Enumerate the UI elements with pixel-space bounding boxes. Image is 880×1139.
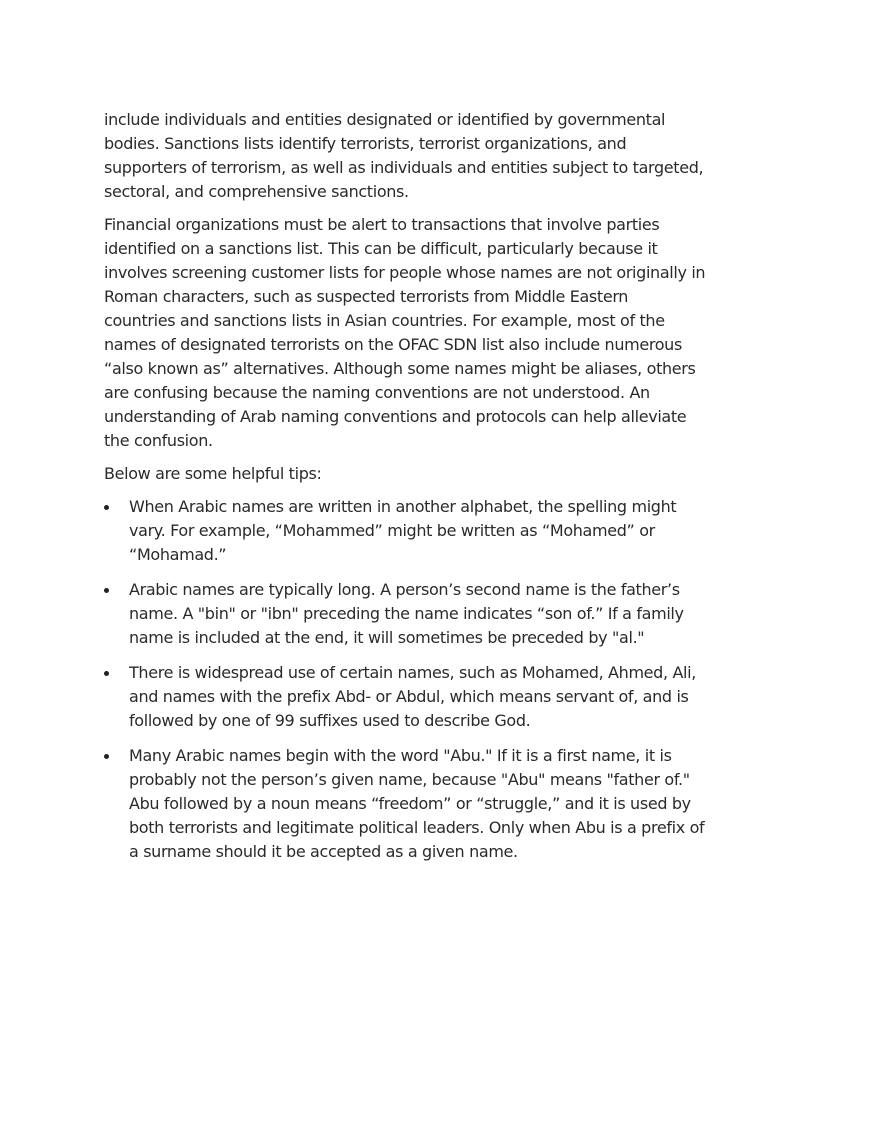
text-line: understanding of Arab naming conventions and protocols can help alleviate <box>104 407 687 426</box>
bullet-icon <box>104 588 109 593</box>
text-line: Many Arabic names begin with the word "Abu." If it is a first name, it is <box>129 746 672 765</box>
text-line: include individuals and entities designated or identified by governmental <box>104 110 666 129</box>
tips-list <box>104 495 754 864</box>
text-line: Below are some helpful tips: <box>104 464 322 483</box>
text-line: Financial organizations must be alert to transactions that involve parties <box>104 215 660 234</box>
bullet-icon <box>104 505 109 510</box>
paragraph <box>104 213 754 453</box>
text-line: involves screening customer lists for people whose names are not originally in <box>104 263 706 282</box>
text-line: Abu followed by a noun means “freedom” or “struggle,” and it is used by <box>129 794 691 813</box>
text-line: the confusion. <box>104 431 213 450</box>
text-line: name. A "bin" or "ibn" preceding the name indicates “son of.” If a family <box>129 604 684 623</box>
bullet-icon <box>104 671 109 676</box>
list-item <box>104 661 754 733</box>
document-page <box>104 108 754 875</box>
text-line: When Arabic names are written in another alphabet, the spelling might <box>129 497 677 516</box>
list-item <box>104 578 754 650</box>
paragraph <box>104 462 754 486</box>
paragraph <box>104 108 754 204</box>
text-line: names of designated terrorists on the OFAC SDN list also include numerous <box>104 335 682 354</box>
text-line: Roman characters, such as suspected terrorists from Middle Eastern <box>104 287 629 306</box>
text-line: a surname should it be accepted as a given name. <box>129 842 518 861</box>
body-paragraphs <box>104 108 754 486</box>
text-line: are confusing because the naming conventions are not understood. An <box>104 383 650 402</box>
text-line: and names with the prefix Abd- or Abdul, which means servant of, and is <box>129 687 689 706</box>
text-line: vary. For example, “Mohammed” might be written as “Mohamed” or <box>129 521 655 540</box>
text-line: bodies. Sanctions lists identify terrorists, terrorist organizations, and <box>104 134 627 153</box>
text-line: probably not the person’s given name, because "Abu" means "father of." <box>129 770 690 789</box>
list-item <box>104 744 754 864</box>
text-line: followed by one of 99 suffixes used to describe God. <box>129 711 531 730</box>
text-line: name is included at the end, it will sometimes be preceded by "al." <box>129 628 645 647</box>
text-line: “also known as” alternatives. Although some names might be aliases, others <box>104 359 696 378</box>
bullet-icon <box>104 754 109 759</box>
list-item <box>104 495 754 567</box>
text-line: Arabic names are typically long. A person’s second name is the father’s <box>129 580 680 599</box>
text-line: There is widespread use of certain names, such as Mohamed, Ahmed, Ali, <box>129 663 696 682</box>
text-line: countries and sanctions lists in Asian countries. For example, most of the <box>104 311 665 330</box>
text-line: identified on a sanctions list. This can be difficult, particularly because it <box>104 239 658 258</box>
text-line: supporters of terrorism, as well as individuals and entities subject to targeted, <box>104 158 704 177</box>
text-line: “Mohamad.” <box>129 545 227 564</box>
text-line: sectoral, and comprehensive sanctions. <box>104 182 409 201</box>
text-line: both terrorists and legitimate political leaders. Only when Abu is a prefix of <box>129 818 705 837</box>
